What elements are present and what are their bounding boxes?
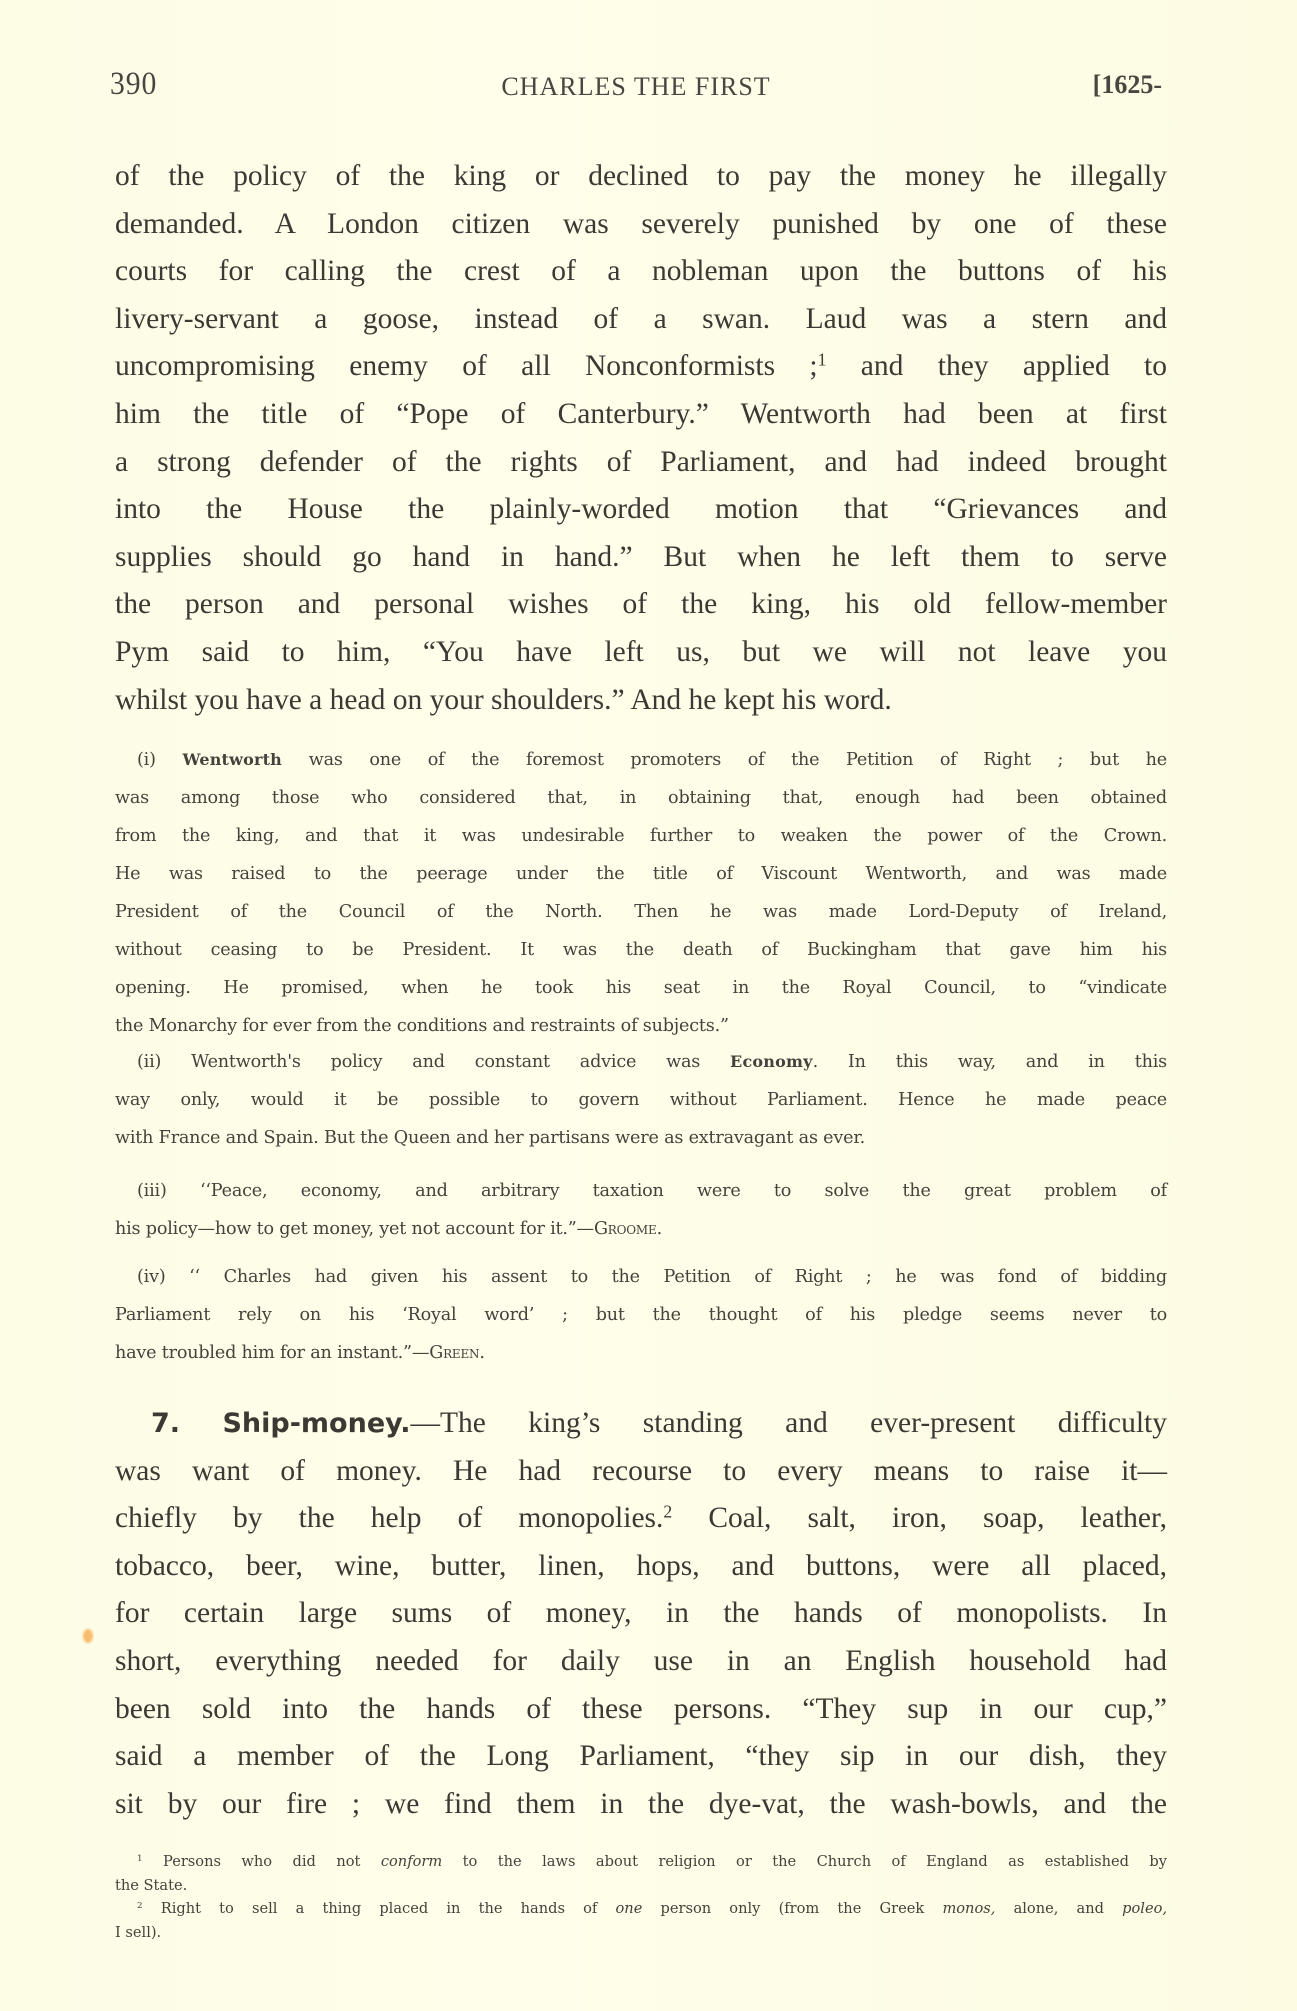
running-title: CHARLES THE FIRST: [501, 72, 771, 101]
note-line: Parliament rely on his ‘Royal word’ ; but the thought of his pledge seems never to: [115, 1305, 1167, 1325]
note-keyword: Wentworth: [182, 750, 283, 769]
body-line: him the title of “Pope of Canterbury.” Wentworth had been at first: [115, 397, 1167, 430]
note-text: . In this way, and in this: [812, 1052, 1167, 1072]
footnote-2: [115, 1897, 1167, 1921]
body-line: whilst you have a head on your shoulders.” And he kept his word.: [115, 683, 892, 716]
section-7: [115, 1400, 1167, 1828]
body-text: and they applied to: [826, 350, 1167, 383]
footnote-italic: poleo,: [1122, 1900, 1168, 1917]
section-number: 7.: [151, 1408, 181, 1439]
body-line: tobacco, beer, wine, butter, linen, hops, and buttons, were all placed,: [115, 1549, 1167, 1582]
note-line: was among those who considered that, in obtaining that, enough had been obtained: [115, 788, 1167, 808]
body-line: livery-servant a goose, instead of a swan. Laud was a stern and: [115, 302, 1167, 335]
note-line: [115, 1258, 1167, 1296]
note-line: [115, 1210, 1167, 1248]
note-text: was one of the foremost promoters of the Petition of Right ; but he: [308, 750, 1167, 770]
body-line: short, everything needed for daily use in an English household had: [115, 1644, 1167, 1677]
footnote-1: [115, 1850, 1167, 1874]
body-line: Pym said to him, “You have left us, but we will not leave you: [115, 635, 1167, 668]
section-title: Ship-money.: [222, 1408, 411, 1439]
note-line: without ceasing to be President. It was the death of Buckingham that gave him his: [115, 940, 1167, 960]
footnote-text: alone, and: [1013, 1900, 1104, 1917]
footnote-text: Persons who did not: [163, 1853, 361, 1870]
footnotes: [115, 1850, 1167, 1944]
body-line: [115, 343, 1167, 391]
page-number: 390: [110, 66, 158, 102]
note-label: (iv): [137, 1267, 166, 1287]
note-line: way only, would it be possible to govern without Parliament. Hence he made peace: [115, 1090, 1167, 1110]
footnote-2-cont: I sell).: [115, 1923, 162, 1941]
footnote-italic: monos,: [942, 1900, 996, 1917]
body-line: demanded. A London citizen was severely punished by one of these: [115, 207, 1167, 240]
body-line: said a member of the Long Parliament, “they sip in our dish, they: [115, 1740, 1167, 1773]
footnote-ref-1[interactable]: 1: [817, 349, 827, 370]
running-header: [110, 66, 1162, 106]
note-attribution: Green.: [429, 1343, 485, 1363]
body-line: courts for calling the crest of a nobleman upon the buttons of his: [115, 255, 1167, 288]
note-line: President of the Council of the North. Then he was made Lord-Deputy of Ireland,: [115, 902, 1167, 922]
note-text: his policy—how to get money, yet not account for it.”—: [115, 1219, 594, 1239]
body-line: for certain large sums of money, in the hands of monopolists. In: [115, 1597, 1167, 1630]
footnote-mark: 2: [137, 1901, 143, 1912]
paper-stain-speck: [83, 1629, 93, 1643]
section-heading-line: [115, 1400, 1167, 1448]
note-line: [115, 1172, 1167, 1210]
footnote-ref-2[interactable]: 2: [663, 1501, 673, 1522]
footnote-text: Right to sell a thing placed in the hands of: [160, 1900, 598, 1917]
body-text: uncompromising enemy of all Nonconformists ;: [115, 350, 818, 383]
note-line: [115, 741, 1167, 779]
note-iv: [115, 1258, 1167, 1372]
note-label: (i): [137, 750, 156, 770]
note-line: [115, 1334, 1167, 1372]
note-line: He was raised to the peerage under the title of Viscount Wentworth, and was made: [115, 864, 1167, 884]
note-line: opening. He promised, when he took his seat in the Royal Council, to “vindicate: [115, 978, 1167, 998]
body-line: been sold into the hands of these persons. “They sup in our cup,”: [115, 1692, 1167, 1725]
body-text: —The king’s standing and ever-present difficulty: [410, 1407, 1168, 1439]
note-text: ‘‘Peace, economy, and arbitrary taxation were to solve the great problem of: [199, 1181, 1167, 1201]
note-text: Wentworth's policy and constant advice was: [191, 1052, 701, 1072]
body-line: sit by our fire ; we find them in the dye-vat, the wash-bowls, and the: [115, 1787, 1167, 1820]
note-line: [115, 1043, 1167, 1081]
note-line: with France and Spain. But the Queen and her partisans were as extravagant as ever.: [115, 1128, 865, 1148]
body-line: into the House the plainly-worded motion that “Grievances and: [115, 493, 1167, 526]
note-ii: [115, 1043, 1167, 1157]
footnote-italic: conform: [380, 1853, 443, 1870]
footnote-1-cont: the State.: [115, 1876, 188, 1894]
note-line: from the king, and that it was undesirable further to weaken the power of the Crown.: [115, 826, 1167, 846]
body-line: the person and personal wishes of the king, his old fellow-member: [115, 588, 1167, 621]
note-keyword: Economy: [730, 1052, 813, 1071]
footnote-text: to the laws about religion or the Church of England as established by: [462, 1853, 1168, 1870]
note-text: have troubled him for an instant.”—: [115, 1343, 430, 1363]
note-line: the Monarchy for ever from the conditions and restraints of subjects.”: [115, 1016, 729, 1036]
body-line: supplies should go hand in hand.” But when he left them to serve: [115, 540, 1167, 573]
note-i: [115, 741, 1167, 1045]
note-text: ‘‘ Charles had given his assent to the Petition of Right ; he was fond of bidding: [189, 1267, 1167, 1287]
note-label: (ii): [137, 1052, 162, 1072]
footnote-italic: one: [615, 1900, 643, 1917]
body-line: of the policy of the king or declined to pay the money he illegally: [115, 160, 1167, 192]
body-text: chiefly by the help of monopolies.: [115, 1502, 664, 1535]
note-label: (iii): [137, 1181, 167, 1201]
body-line: [115, 1495, 1167, 1543]
footnote-text: person only (from the Greek: [660, 1900, 925, 1917]
body-text: Coal, salt, iron, soap, leather,: [672, 1502, 1167, 1535]
body-line: was want of money. He had recourse to every means to raise it—: [115, 1454, 1167, 1487]
year-marker: [1625-: [1092, 70, 1162, 99]
note-attribution: Groome.: [593, 1219, 662, 1239]
body-paragraph: [115, 153, 1167, 724]
footnote-mark: 1: [137, 1854, 143, 1865]
body-line: a strong defender of the rights of Parliament, and had indeed brought: [115, 445, 1167, 478]
note-iii: [115, 1172, 1167, 1248]
